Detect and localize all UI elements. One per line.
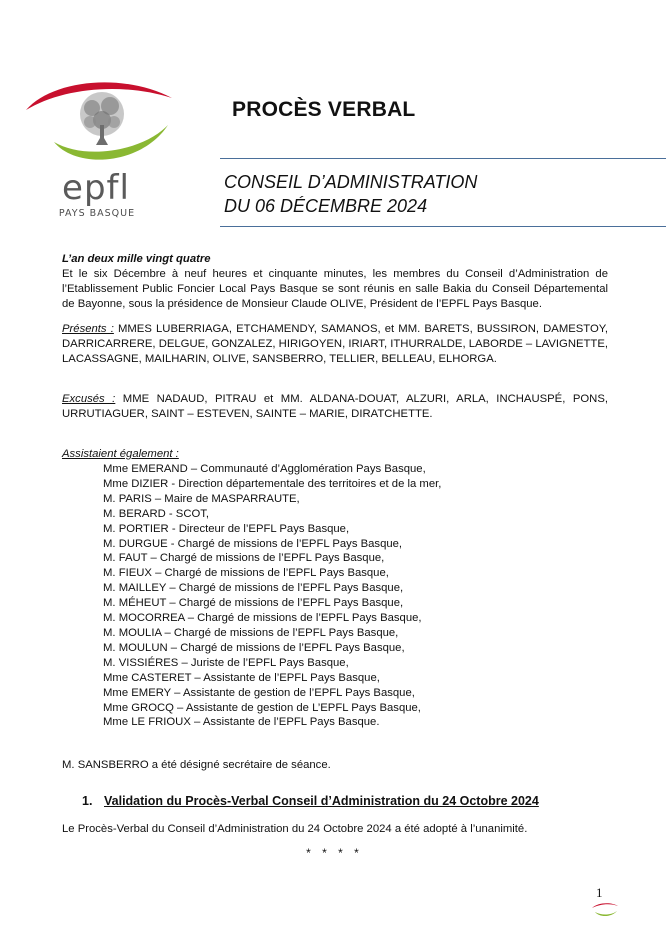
- list-item: M. MOULIA – Chargé de missions de l’EPFL Pays Basque,: [103, 626, 399, 639]
- list-item: Mme DIZIER - Direction départementale des territoires et de la mer,: [103, 477, 442, 490]
- list-item: M. BERARD - SCOT,: [103, 507, 210, 520]
- separator-stars: * * * *: [306, 846, 363, 860]
- excuses-block: [62, 392, 608, 422]
- section-1-number: 1.: [82, 794, 93, 808]
- intro-block: [62, 252, 608, 312]
- page-number: 1: [596, 885, 603, 900]
- header-rule-bottom: [220, 226, 666, 227]
- assistants-heading-block: [62, 447, 608, 462]
- footer-logo-icon: [590, 900, 620, 920]
- document-title: PROCÈS VERBAL: [232, 98, 416, 121]
- list-item: M. MOULUN – Chargé de missions de l’EPFL Pays Basque,: [103, 641, 405, 654]
- intro-paragraph: Et le six Décembre à neuf heures et cinquante minutes, les membres du Conseil d’Administration de l’Etablissement Public Foncier Local Pays Basque se sont réunis en salle Bakia du Conseil Départemental de Bayonne, sous la présidence de Monsieur Claude OLIVE, Président de l’EPFL Pays Basque.: [62, 268, 608, 310]
- list-item: Mme CASTERET – Assistante de l’EPFL Pays Basque,: [103, 671, 380, 684]
- meeting-date: DU 06 DÉCEMBRE 2024: [224, 196, 428, 216]
- intro-year-line: L’an deux mille vingt quatre: [62, 253, 211, 265]
- list-item: Mme GROCQ – Assistante de gestion de L’EPFL Pays Basque,: [103, 701, 421, 714]
- assistants-label: Assistaient également :: [62, 448, 179, 460]
- list-item: M. MAILLEY – Chargé de missions de l’EPFL Pays Basque,: [103, 582, 404, 595]
- list-item: M. MOCORREA – Chargé de missions de l’EPFL Pays Basque,: [103, 612, 422, 625]
- assistants-list: [103, 462, 441, 730]
- logo-wordmark: epfl: [62, 168, 130, 208]
- list-item: M. PARIS – Maire de MASPARRAUTE,: [103, 492, 300, 505]
- excuses-label: Excusés :: [62, 393, 116, 405]
- logo-tree-icon: [80, 92, 124, 145]
- list-item: M. DURGUE - Chargé de missions de l’EPFL Pays Basque,: [103, 537, 403, 550]
- section-1-text: Le Procès-Verbal du Conseil d’Administration du 24 Octobre 2024 a été adopté à l’unanimité.: [62, 823, 528, 835]
- logo-subtitle: PAYS BASQUE: [58, 208, 136, 219]
- list-item: Mme LE FRIOUX – Assistante de l’EPFL Pays Basque.: [103, 716, 380, 729]
- presents-list: MMES LUBERRIAGA, ETCHAMENDY, SAMANOS, et MM. BARETS, BUSSIRON, DAMESTOY, DARRICARRERE, DELGUE, GONZALEZ, HIRIGOYEN, IRIART, ITHURRALDE, LABORDE – LAVIGNETTE, LACASSAGNE, MAILHARIN, OLIVE, SANSBERRO, TELLIER, BELLEAU, ELHORGA.: [62, 323, 608, 365]
- meeting-title: CONSEIL D’ADMINISTRATION: [224, 172, 478, 192]
- header-rule-top: [220, 158, 666, 159]
- list-item: Mme EMERAND – Communauté d’Agglomération Pays Basque,: [103, 463, 426, 475]
- excuses-list: MME NADAUD, PITRAU et MM. ALDANA-DOUAT, ALZURI, ARLA, INCHAUSPÉ, PONS, URRUTIAGUER, SAINT – ESTEVEN, SAINTE – MARIE, DIRATCHETTE.: [62, 393, 608, 420]
- secretary-line: M. SANSBERRO a été désigné secrétaire de séance.: [62, 759, 331, 771]
- list-item: M. MÉHEUT – Chargé de missions de l’EPFL Pays Basque,: [103, 597, 404, 610]
- section-1-title: Validation du Procès-Verbal Conseil d’Administration du 24 Octobre 2024: [104, 794, 539, 808]
- presents-block: [62, 322, 608, 367]
- list-item: Mme EMERY – Assistante de gestion de l’EPFL Pays Basque,: [103, 686, 415, 699]
- presents-label: Présents :: [62, 323, 114, 335]
- list-item: M. VISSIÉRES – Juriste de l’EPFL Pays Basque,: [103, 656, 349, 669]
- section-1-heading: [82, 794, 539, 808]
- list-item: M. PORTIER - Directeur de l’EPFL Pays Basque,: [103, 522, 350, 535]
- list-item: M. FAUT – Chargé de missions de l’EPFL Pays Basque,: [103, 552, 385, 565]
- list-item: M. FIEUX – Chargé de missions de l’EPFL Pays Basque,: [103, 567, 389, 580]
